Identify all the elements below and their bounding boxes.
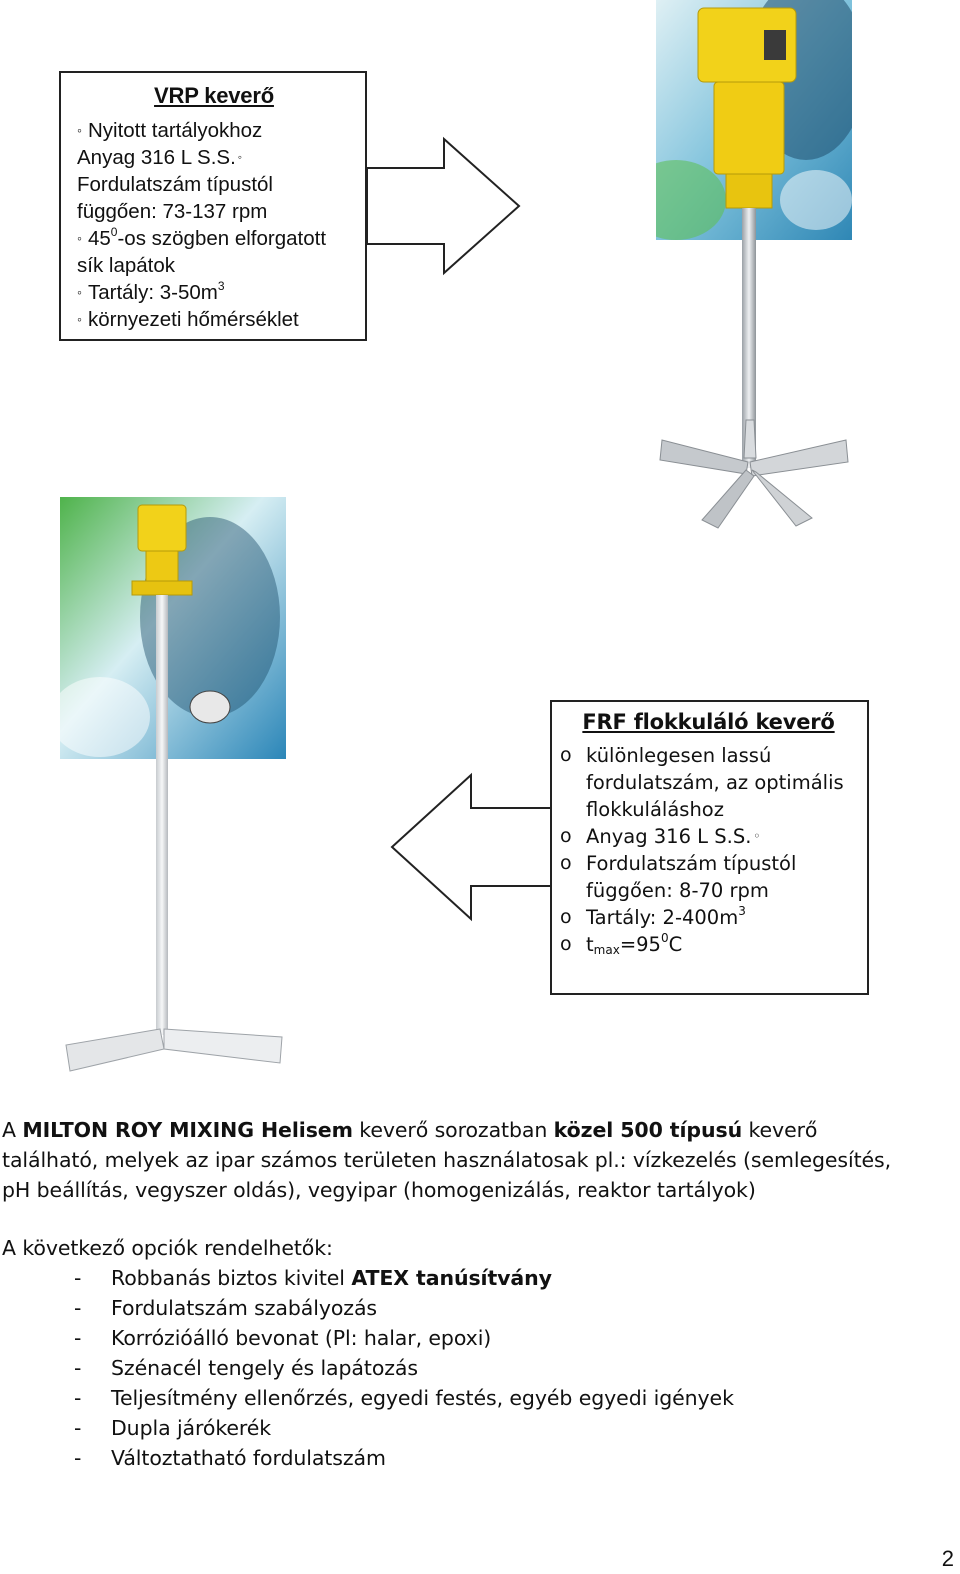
o-bullet-icon: o [560, 906, 572, 928]
option-item-atex: - Robbanás biztos kivitel ATEX tanúsítvány [74, 1266, 552, 1290]
description-paragraph [2, 1115, 952, 1205]
frf-item-tmax: o $t_{max}=95^0C$ [560, 931, 683, 957]
option-item-speed-control: - Fordulatszám szabályozás [74, 1296, 378, 1320]
vrp-line-temperature: ◦ környezeti hőmérséklet [77, 308, 299, 331]
o-bullet-icon: o [560, 933, 572, 955]
frf-item-material: o Anyag 316 L S.S. ◦ [560, 825, 761, 848]
vrp-line-tank: ◦ Tartály: $3-50m^3$ [77, 279, 225, 304]
left-arrow-icon [388, 772, 554, 922]
vrp-title: VRP keverő [154, 83, 274, 108]
page-number: 2 [941, 1546, 954, 1571]
description-line-1: A MILTON ROY MIXING Helisem keverő sorozatban közel 500 típusú keverő [2, 1118, 818, 1142]
vrp-mixer-photo [656, 0, 852, 532]
vrp-line-open-tanks: ◦ Nyitott tartályokhoz [77, 119, 263, 142]
frf-item-tank: o Tartály: $2-400m^3$ [560, 904, 746, 929]
ring-bullet-icon: ◦ [77, 284, 82, 300]
o-bullet-icon: o [560, 825, 572, 847]
vrp-line-blades-2: sík lapátok [77, 254, 175, 277]
option-item-double-impeller: - Dupla járókerék [74, 1416, 272, 1440]
options-list [2, 1263, 952, 1473]
description-line-3: pH beállítás, vegyszer oldás), vegyipar (homogenizálás, reaktor tartályok) [2, 1178, 756, 1202]
frf-title: FRF flokkuláló keverő [582, 710, 835, 734]
options-section [2, 1233, 952, 1473]
right-arrow-icon [364, 136, 524, 276]
ring-bullet-icon: ◦ [753, 829, 761, 843]
o-bullet-icon: o [560, 852, 572, 874]
frf-item-speed: o Fordulatszám típustól függően: 8-70 rpm [560, 852, 797, 902]
description-line-2: található, melyek az ipar számos területen használatosak pl.: vízkezelés (semlegesítés, [2, 1148, 892, 1172]
option-item-custom: - Teljesítmény ellenőrzés, egyedi festés, egyéb egyedi igények [74, 1386, 734, 1410]
frf-item-slow-speed: o különlegesen lassú fordulatszám, az optimális flokkuláláshoz [560, 744, 844, 821]
ring-bullet-icon: ◦ [77, 230, 82, 246]
ring-bullet-icon: ◦ [77, 311, 82, 327]
frf-mixer-photo [60, 497, 286, 1085]
vrp-info-box [59, 71, 367, 341]
vrp-line-speed-1: Fordulatszám típustól [77, 173, 273, 196]
option-item-carbon-steel: - Szénacél tengely és lapátozás [74, 1356, 418, 1380]
frf-info-box [550, 700, 869, 995]
vrp-spec-list [77, 117, 351, 333]
options-intro: A következő opciók rendelhetők: [2, 1236, 333, 1260]
frf-spec-list [560, 742, 857, 958]
vrp-line-blades-1: ◦ $45^0-os$ szögben elforgatott [77, 225, 327, 250]
option-item-coating: - Korrózióálló bevonat (Pl: halar, epoxi) [74, 1326, 492, 1350]
ring-bullet-icon: ◦ [77, 122, 82, 138]
vrp-line-speed-2: függően: 73-137 rpm [77, 200, 268, 223]
option-item-variable-speed: - Változtatható fordulatszám [74, 1446, 386, 1470]
ring-bullet-icon: ◦ [237, 150, 243, 164]
vrp-line-material: Anyag 316 L S.S. ◦ [77, 146, 243, 169]
o-bullet-icon: o [560, 744, 572, 766]
